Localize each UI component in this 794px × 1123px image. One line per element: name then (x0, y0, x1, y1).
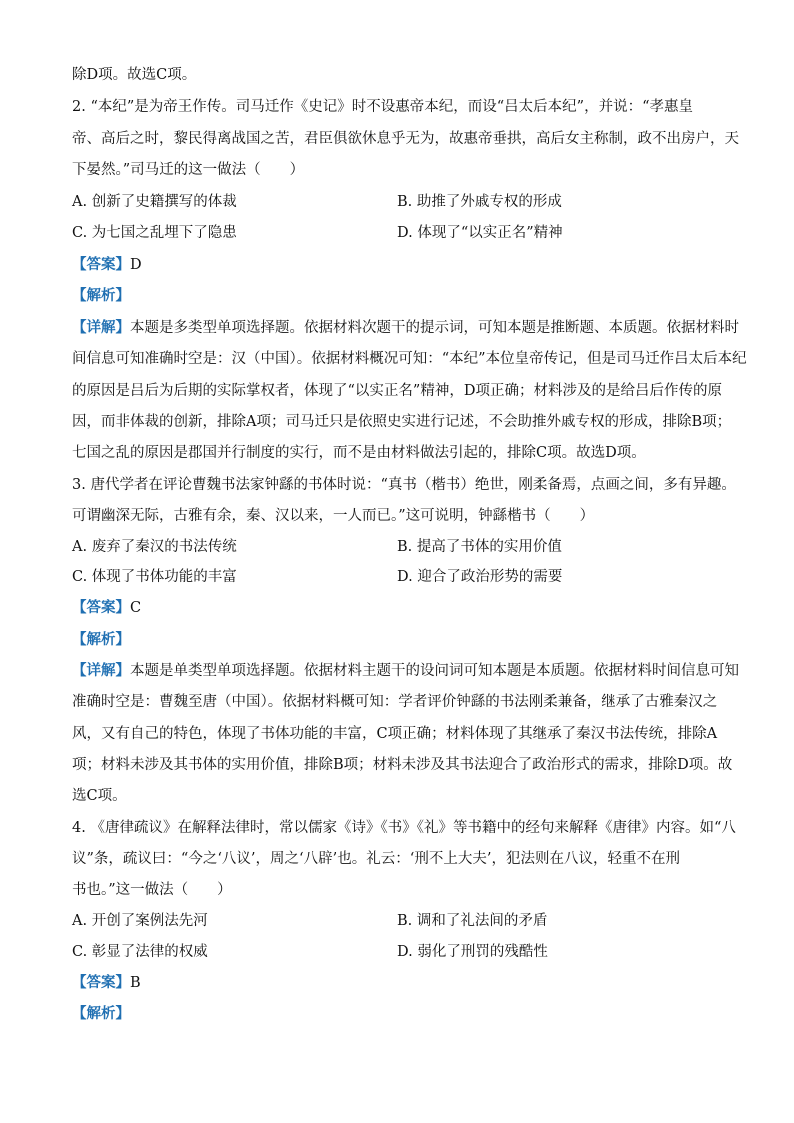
question-2-stem: 2. “本纪”是为帝王作传。司马迁作《史记》时不设惠帝本纪，而设“吕太后本纪”，并说：“孝惠皇 (72, 99, 694, 115)
question-2-detail: 的原因是吕后为后期的实际掌权者，体现了“以实正名”精神，D项正确；材料涉及的是给吕后作传的原 (72, 383, 722, 399)
question-2-option-d: D. 体现了“以实正名”精神 (397, 225, 563, 241)
answer-tag: 【答案】 (72, 974, 130, 991)
question-4-option-d: D. 弱化了刑罚的残酷性 (397, 944, 548, 960)
answer-value: D (130, 257, 142, 273)
question-4-option-b: B. 调和了礼法间的矛盾 (397, 913, 548, 929)
question-3-option-d: D. 迎合了政治形势的需要 (397, 569, 563, 585)
answer-tag: 【答案】 (72, 256, 130, 273)
analysis-tag: 【解析】 (72, 287, 130, 304)
question-4-option-c: C. 彰显了法律的权威 (72, 944, 208, 960)
question-2-option-a: A. 创新了史籍撰写的体裁 (72, 194, 237, 210)
analysis-tag: 【解析】 (72, 1005, 130, 1022)
question-2-stem: 帝、高后之时，黎民得离战国之苦，君臣俱欲休息乎无为，故惠帝垂拱，高后女主称制，政不出房户，天 (72, 131, 739, 147)
question-3-answer (72, 598, 732, 618)
question-4-answer (72, 973, 732, 993)
detail-tag: 【详解】 (72, 662, 130, 679)
question-4-option-a: A. 开创了案例法先河 (72, 913, 208, 929)
question-2-option-c: C. 为七国之乱埋下了隐患 (72, 225, 237, 241)
question-3-analysis-heading (72, 630, 732, 650)
question-2-detail (72, 318, 739, 338)
question-2-answer (72, 255, 732, 275)
answer-value: C (130, 600, 142, 616)
question-3-option-b: B. 提高了书体的实用价值 (397, 539, 562, 555)
question-2-detail: 因，而非体裁的创新，排除A项；司马迁只是依照史实进行记述，不会助推外戚专权的形成，排除B项； (72, 414, 732, 430)
question-3-option-c: C. 体现了书体功能的丰富 (72, 569, 237, 585)
answer-value: B (130, 975, 141, 991)
question-4-stem: 4. 《唐律疏议》在解释法律时，常以儒家《诗》《书》《礼》等书籍中的经句来解释《唐律》内容。如“八 (72, 820, 736, 836)
analysis-tag: 【解析】 (72, 631, 130, 648)
question-2-analysis-heading (72, 286, 732, 306)
question-2-stem: 下晏然。”司马迁的这一做法（ ） (72, 162, 305, 178)
question-3-option-a: A. 废弃了秦汉的书法传统 (72, 539, 237, 555)
question-4-stem: 书也。”这一做法（ ） (72, 882, 232, 898)
question-3-detail: 选C项。 (72, 788, 127, 804)
question-3-stem: 3. 唐代学者在评论曹魏书法家钟繇的书体时说：“真书（楷书）绝世，刚柔备焉，点画之间，多有异趣。 (72, 477, 736, 493)
question-4-stem: 议”条，疏议曰：“今之‘八议’，周之‘八辟’也。礼云：‘刑不上大夫’，犯法则在八议，轻重不在刑 (72, 851, 680, 867)
question-2-option-b: B. 助推了外戚专权的形成 (397, 194, 562, 210)
question-3-detail: 项；材料未涉及其书体的实用价值，排除B项；材料未涉及其书法迎合了政治形式的需求，排除D项。故 (72, 757, 733, 773)
question-2-detail: 间信息可知准确时空是：汉（中国）。依据材料概况可知：“本纪”本位皇帝传记，但是司马迁作吕太后本纪 (72, 351, 747, 367)
question-4-analysis-heading (72, 1004, 732, 1024)
question-3-stem: 可谓幽深无际，古雅有余，秦、汉以来，一人而已。”这可说明，钟繇楷书（ ） (72, 508, 595, 524)
text-line: 除D项。故选C项。 (72, 67, 197, 83)
detail-text: 本题是多类型单项选择题。依据材料次题干的提示词，可知本题是推断题、本质题。依据材料时 (130, 320, 739, 336)
answer-tag: 【答案】 (72, 599, 130, 616)
detail-text: 本题是单类型单项选择题。依据材料主题干的设问词可知本题是本质题。依据材料时间信息可知 (130, 663, 739, 679)
question-3-detail: 准确时空是：曹魏至唐（中国）。依据材料概可知：学者评价钟繇的书法刚柔兼备，继承了古雅秦汉之 (72, 694, 718, 710)
question-3-detail (72, 661, 739, 681)
question-2-detail: 七国之乱的原因是郡国并行制度的实行，而不是由材料做法引起的，排除C项。故选D项。 (72, 445, 646, 461)
detail-tag: 【详解】 (72, 319, 130, 336)
question-3-detail: 风，又有自己的特色，体现了书体功能的丰富，C项正确；材料体现了其继承了秦汉书法传统，排除A (72, 726, 718, 742)
